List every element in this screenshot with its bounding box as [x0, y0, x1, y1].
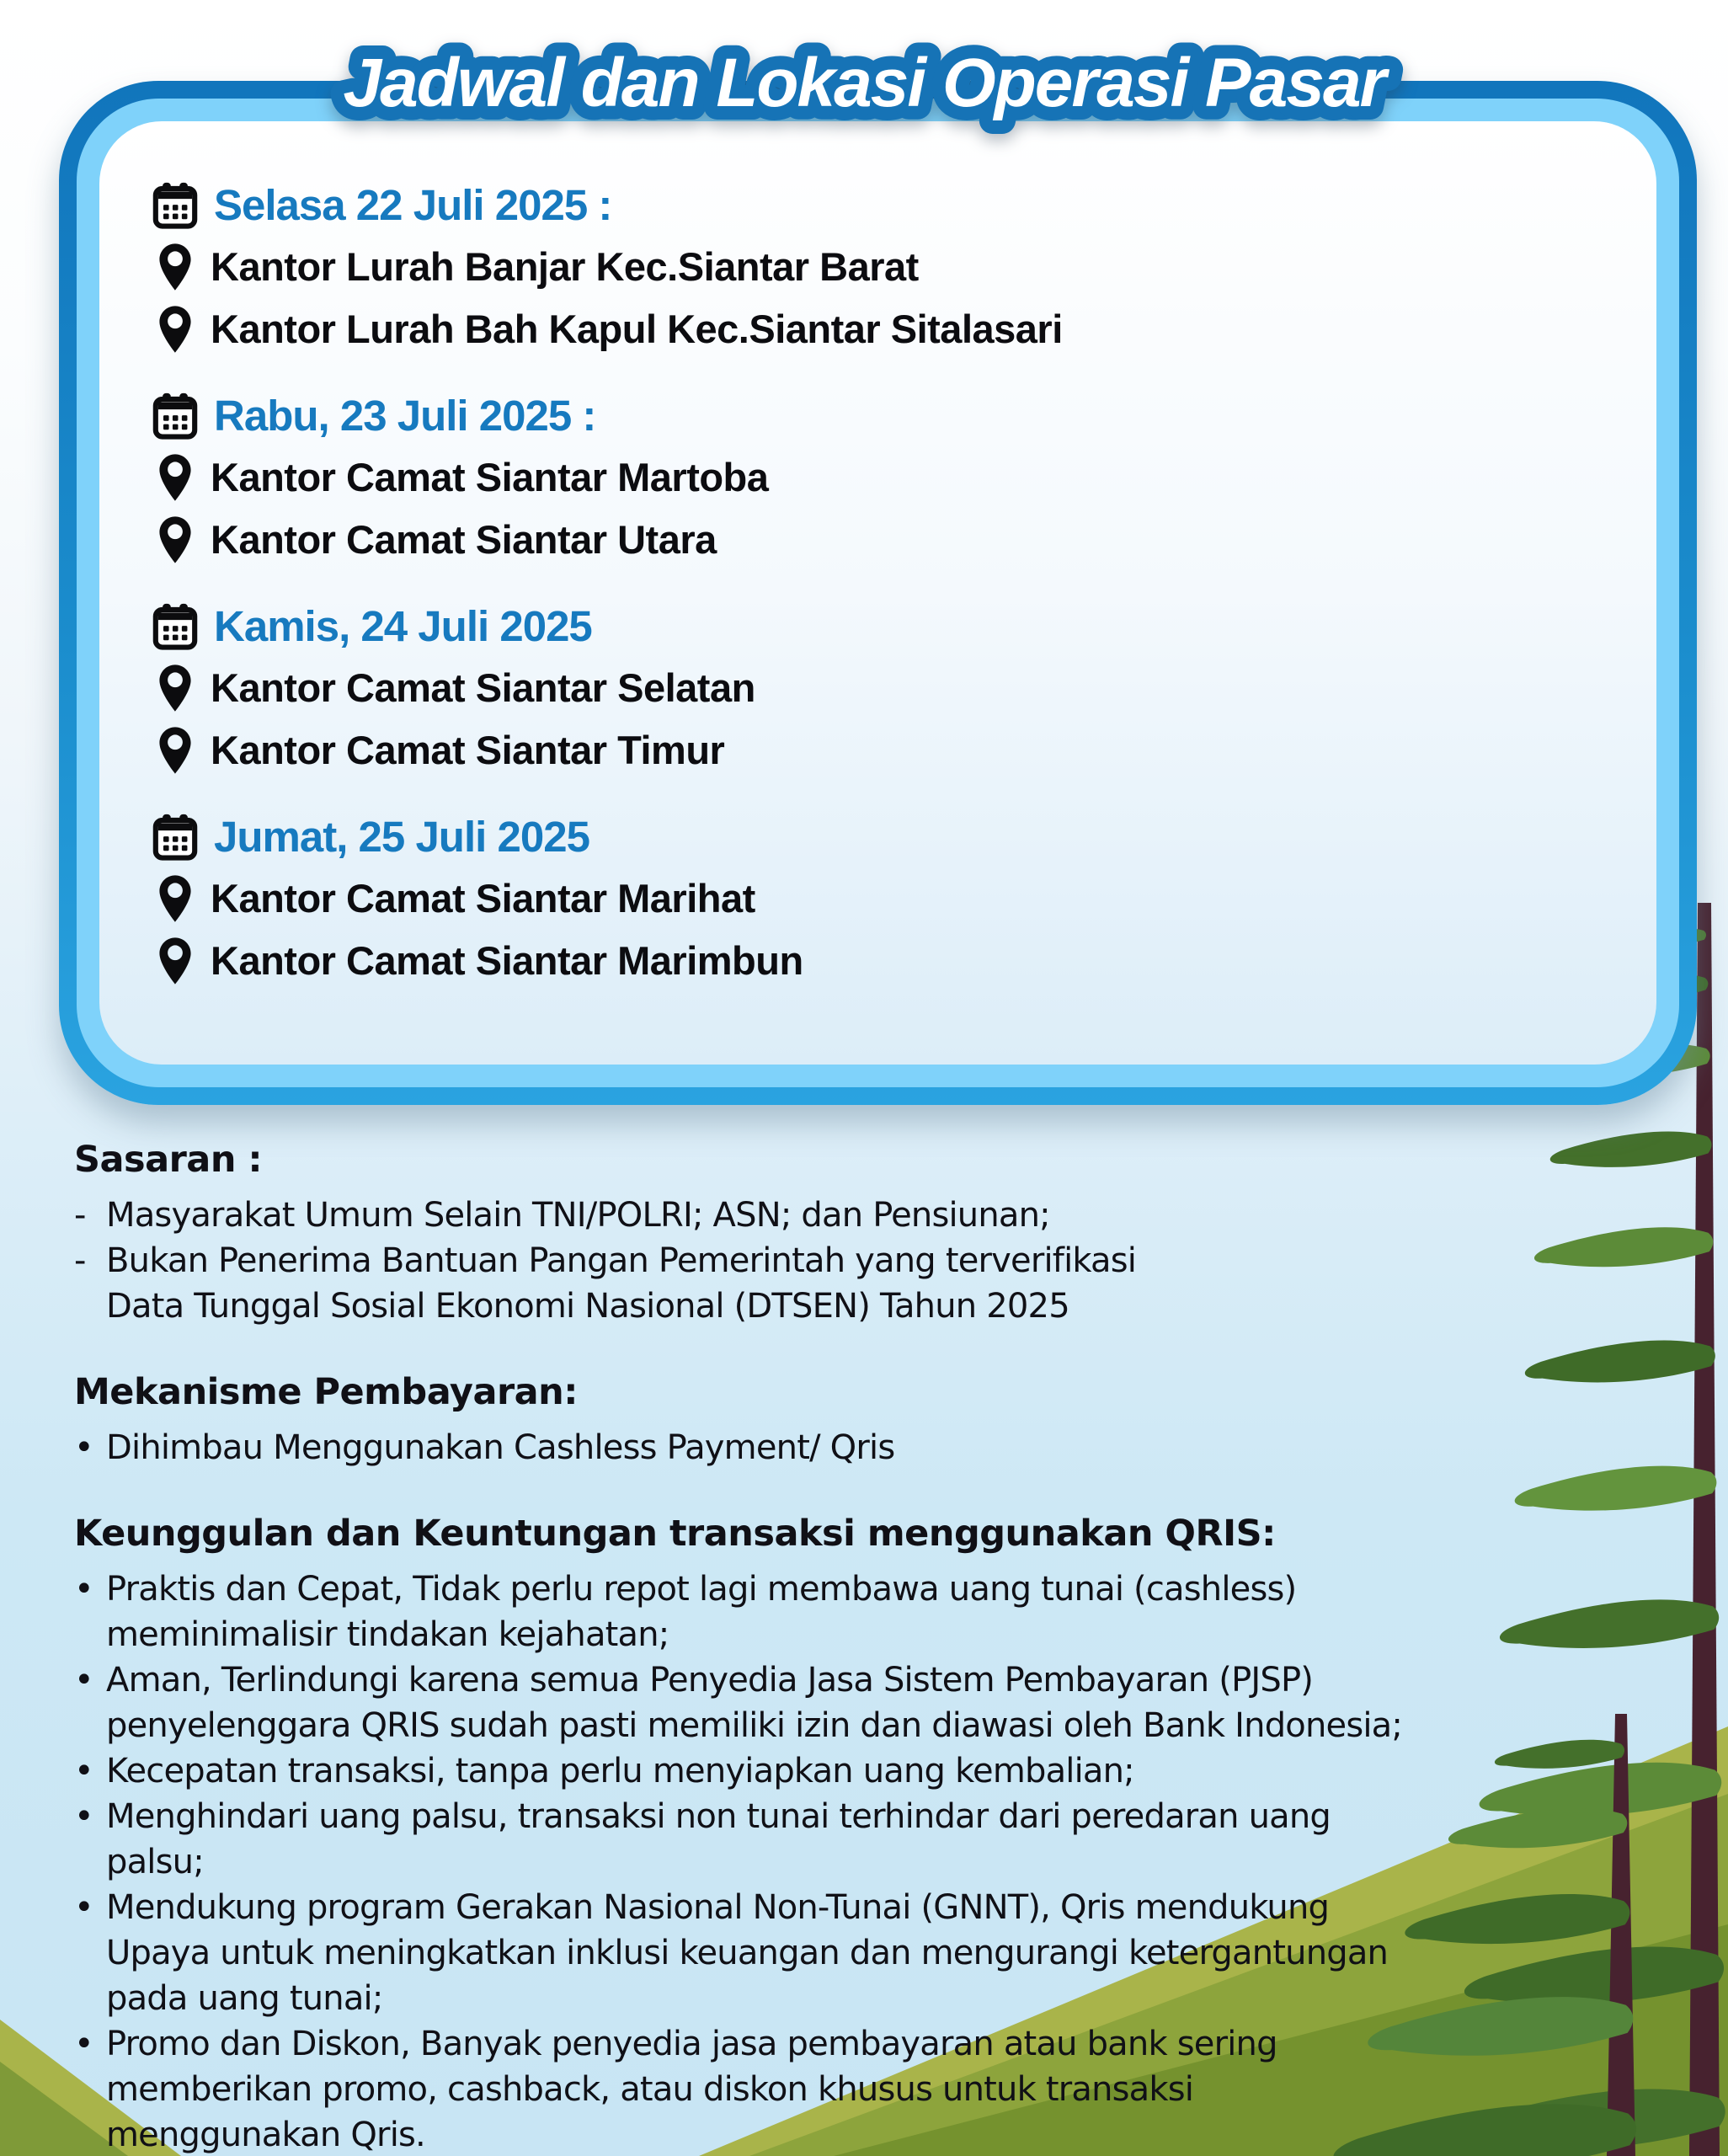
list-item: [74, 1425, 1402, 1470]
list-text: Praktis dan Cepat, Tidak perlu repot lagi membawa uang tunai (cashless): [106, 1570, 1297, 1609]
list-text: Dihimbau Menggunakan Cashless Payment/ Qris: [106, 1428, 895, 1467]
location-pin-icon: [157, 305, 194, 354]
list-text: Bukan Penerima Bantuan Pangan Pemerintah yang terverifikasi: [106, 1241, 1137, 1280]
list-marker: [74, 2067, 106, 2112]
day-group: [152, 391, 1623, 564]
location-row: [157, 305, 1623, 354]
list-item: [74, 2021, 1402, 2067]
list-marker: •: [74, 1428, 93, 1467]
list-text: Upaya untuk meningkatkan inklusi keuangan dan mengurangi ketergantungan: [106, 1934, 1389, 1972]
list-marker: [74, 1612, 106, 1657]
list-marker: •: [74, 1797, 93, 1836]
location-pin-icon: [157, 515, 194, 564]
day-heading: [152, 601, 1623, 652]
list-marker: •: [74, 2025, 93, 2063]
day-group: [152, 812, 1623, 985]
info-sections: [74, 1139, 1402, 2156]
location-pin-icon: [157, 664, 194, 712]
title-banner: [0, 8, 1728, 152]
calendar-icon: [152, 603, 199, 650]
schedule-card: [59, 81, 1697, 1105]
location-row: [157, 243, 1623, 291]
location-pin-icon: [157, 726, 194, 775]
list-text: Masyarakat Umum Selain TNI/POLRI; ASN; dan Pensiunan;: [106, 1196, 1050, 1235]
section-mekanisme: [74, 1371, 1402, 1470]
location-row: [157, 726, 1623, 775]
location-pin-icon: [157, 453, 194, 502]
list-text: Aman, Terlindungi karena semua Penyedia Jasa Sistem Pembayaran (PJSP): [106, 1661, 1314, 1700]
schedule-card-inner-border: [77, 99, 1679, 1087]
list-marker: [74, 1283, 106, 1329]
list-item: [74, 1283, 1402, 1329]
section-keunggulan: [74, 1513, 1402, 2156]
location-row: [157, 874, 1623, 923]
day-heading: [152, 391, 1623, 441]
location-pin-icon: [157, 937, 194, 985]
day-heading: [152, 812, 1623, 862]
location-label: Kantor Camat Siantar Marimbun: [211, 938, 803, 983]
location-row: [157, 515, 1623, 564]
list-item: [74, 1193, 1402, 1238]
location-row: [157, 453, 1623, 502]
list-item: [74, 1703, 1402, 1748]
list-marker: -: [74, 1241, 86, 1280]
list-text: penyelenggara QRIS sudah pasti memiliki izin dan diawasi oleh Bank Indonesia;: [106, 1706, 1403, 1745]
section-sasaran: [74, 1139, 1402, 1329]
list-text: palsu;: [106, 1843, 204, 1881]
day-group: [152, 180, 1623, 354]
day-label: Jumat, 25 Juli 2025: [214, 813, 589, 861]
day-heading: [152, 180, 1623, 231]
list-item: [74, 1839, 1402, 1885]
location-label: Kantor Camat Siantar Timur: [211, 728, 725, 772]
location-pin-icon: [157, 874, 194, 923]
list-text: memberikan promo, cashback, atau diskon khusus untuk transaksi: [106, 2070, 1194, 2109]
list-text: Kecepatan transaksi, tanpa perlu menyiapkan uang kembalian;: [106, 1752, 1134, 1790]
list-item: [74, 2112, 1402, 2156]
list-text: Promo dan Diskon, Banyak penyedia jasa pembayaran atau bank sering: [106, 2025, 1277, 2063]
list-item: [74, 1612, 1402, 1657]
location-label: Kantor Camat Siantar Selatan: [211, 665, 755, 710]
calendar-icon: [152, 814, 199, 861]
location-label: Kantor Camat Siantar Utara: [211, 517, 717, 562]
day-label: Rabu, 23 Juli 2025 :: [214, 392, 596, 440]
list-marker: •: [74, 1888, 93, 1927]
list-marker: -: [74, 1196, 86, 1235]
keunggulan-heading: Keunggulan dan Keuntungan transaksi menggunakan QRIS:: [74, 1513, 1276, 1555]
list-item: [74, 1657, 1402, 1703]
list-text: Menghindari uang palsu, transaksi non tunai terhindar dari peredaran uang: [106, 1797, 1331, 1836]
calendar-icon: [152, 392, 199, 440]
list-item: [74, 1885, 1402, 1930]
location-label: Kantor Lurah Bah Kapul Kec.Siantar Sitalasari: [211, 307, 1063, 351]
mekanisme-heading: Mekanisme Pembayaran:: [74, 1371, 578, 1413]
list-text: pada uang tunai;: [106, 1979, 383, 2018]
list-item: [74, 1238, 1402, 1283]
list-text: Data Tunggal Sosial Ekonomi Nasional (DTSEN) Tahun 2025: [106, 1287, 1069, 1326]
day-label: Selasa 22 Juli 2025 :: [214, 181, 612, 229]
page-title: Jadwal dan Lokasi Operasi Pasar: [343, 45, 1385, 121]
location-row: [157, 664, 1623, 712]
list-item: [74, 1748, 1402, 1794]
list-marker: [74, 1839, 106, 1885]
day-label: Kamis, 24 Juli 2025: [214, 602, 592, 650]
list-text: meminimalisir tindakan kejahatan;: [106, 1615, 669, 1654]
list-marker: [74, 2112, 106, 2156]
location-pin-icon: [157, 243, 194, 291]
list-marker: [74, 1930, 106, 1976]
location-label: Kantor Camat Siantar Martoba: [211, 455, 769, 499]
list-item: [74, 1794, 1402, 1839]
list-text: Mendukung program Gerakan Nasional Non-Tunai (GNNT), Qris mendukung: [106, 1888, 1330, 1927]
location-label: Kantor Lurah Banjar Kec.Siantar Barat: [211, 244, 919, 289]
list-marker: [74, 1976, 106, 2021]
list-marker: •: [74, 1752, 93, 1790]
list-item: [74, 1930, 1402, 1976]
list-marker: [74, 1703, 106, 1748]
list-marker: •: [74, 1570, 93, 1609]
list-text: menggunakan Qris.: [106, 2116, 425, 2154]
list-item: [74, 1566, 1402, 1612]
schedule-card-content: [99, 121, 1656, 1065]
list-item: [74, 1976, 1402, 2021]
sasaran-heading: Sasaran :: [74, 1139, 263, 1181]
location-row: [157, 937, 1623, 985]
location-label: Kantor Camat Siantar Marihat: [211, 876, 755, 921]
day-group: [152, 601, 1623, 775]
list-marker: •: [74, 1661, 93, 1700]
calendar-icon: [152, 182, 199, 229]
list-item: [74, 2067, 1402, 2112]
